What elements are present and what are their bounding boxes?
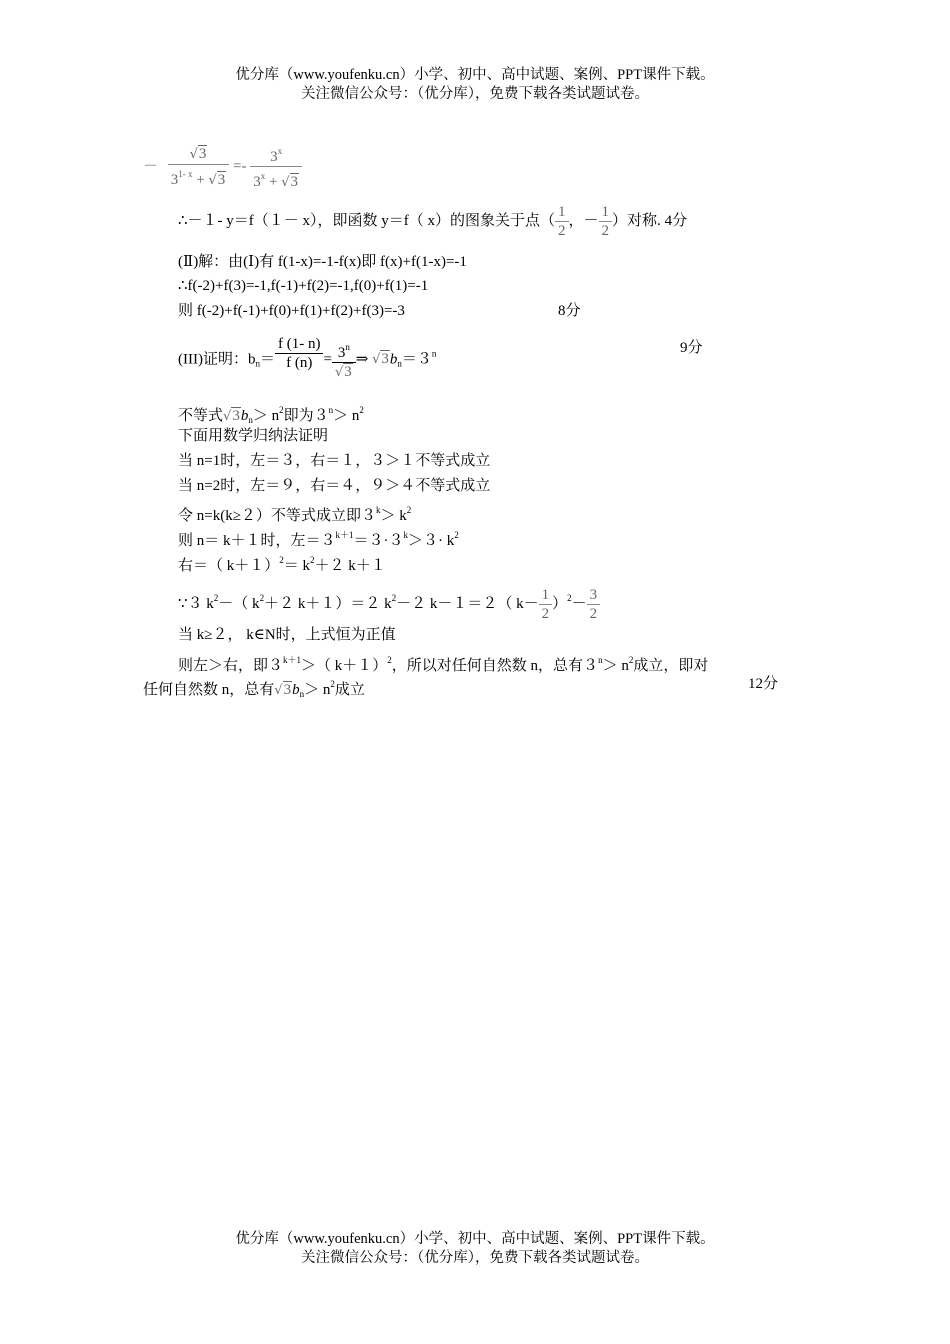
fraction-one-half: $\frac{1}{2}$ — [555, 203, 569, 240]
base-case-1: 当 n=1时，左＝３，右＝１，３＞１不等式成立 — [178, 453, 491, 469]
footer-line-1: 优分库（www.youfenku.cn）小学、初中、高中试题、案例、PPT课件下载。 — [235, 1231, 715, 1247]
fraction-three-halves: $\frac{3}{2}$ — [587, 586, 601, 623]
positivity-statement: 当 k≥２， k∈N时，上式恒为正值 — [178, 627, 396, 643]
header-line-1: 优分库（www.youfenku.cn）小学、初中、高中试题、案例、PPT课件下载。 — [235, 67, 715, 83]
fraction-f-ratio: $\frac{f (1- n)}{f (n)}$ — [275, 335, 323, 372]
part2-line-3: 则 f(-2)+f(-1)+f(0)+f(1)+f(2)+f(3)=-3 — [178, 303, 405, 319]
difference-computation: ∵３ $k^2-$（ $k^2+2$ k＋１）＝２ $k^2-2$ k－１＝２（ k－ $\frac{1}{2}$ ）$^2$－ $\frac{3}{2}$ — [178, 586, 600, 623]
part2-line-2: ∴f(-2)+f(3)=-1,f(-1)+f(2)=-1,f(0)+f(1)=-1 — [178, 278, 429, 294]
base-case-2: 当 n=2时，左＝９，右＝４，９＞４不等式成立 — [178, 478, 491, 494]
fraction-3x-over-sum: $\frac{3^x}{3^x + √3}$ — [250, 142, 302, 192]
conclusion-line-2: 任何自然数 n，总有$√3b_n> n^2$成立 — [143, 679, 365, 699]
page-header — [0, 66, 950, 104]
fraction-one-half: $\frac{1}{2}$ — [539, 586, 553, 623]
part3-statement: (III)证明：$b_n=$ $\frac{f (1- n)}{f (n)}$ = $\frac{3^n}{√3}$ ⇒ $√3b_n=3^n$ — [178, 335, 437, 380]
score-8: 8分 — [558, 303, 581, 319]
induction-hypothesis: 令 n=k(k≥２）不等式成立即$3^k> k^2$ — [178, 505, 412, 524]
score-4: 4分 — [664, 212, 688, 229]
score-12: 12分 — [748, 676, 779, 692]
fraction-3n-over-root3: $\frac{3^n}{√3}$ — [332, 338, 356, 382]
conclusion-line-1: 则左＞右，即$3^{k+1}>$（ k＋１）$^2$，所以对任何自然数 n，总有$3^n> n^2$成立，即对 — [178, 655, 709, 674]
fraction-root3-over-sum: $\frac{√3}{3^{1- x} + √3}$ — [168, 145, 230, 190]
induction-intro: 下面用数学归纳法证明 — [178, 428, 329, 444]
fraction-one-half: $\frac{1}{2}$ — [599, 203, 613, 240]
part2-line-1: (Ⅱ)解：由(Ⅰ)有 f(1-x)=-1-f(x)即 f(x)+f(1-x)=-1 — [178, 254, 467, 270]
induction-right-side: 右＝（ $k+1)^2= k^2+2$ k＋１ — [178, 555, 386, 574]
equation-reflection: － $\frac{√3}{3^{1- x} + √3}$ =- $\frac{3^x}{3^x + √3}$ — [143, 142, 302, 192]
footer-line-2: 关注微信公众号：（优分库），免费下载各类试题试卷。 — [301, 1250, 649, 1266]
page-footer — [0, 1230, 950, 1268]
symmetry-statement: ∴－１- y＝f（１－ x），即函数 y＝f（ x）的图象关于点（ $\frac{1}{2}$ ，－ $\frac{1}{2}$ ）对称. 4分 — [178, 204, 688, 239]
score-9: 9分 — [680, 340, 703, 356]
induction-left-side: 则 n＝ k＋１时，左$=3^{k+1}=3\cdot 3^k>3\cdot k^2$ — [178, 530, 459, 549]
header-line-2: 关注微信公众号：（优分库），免费下载各类试题试卷。 — [301, 86, 649, 102]
inequality-statement: 不等式$√3b_n> n^2$即为$3^n> n^2$ — [178, 405, 364, 425]
